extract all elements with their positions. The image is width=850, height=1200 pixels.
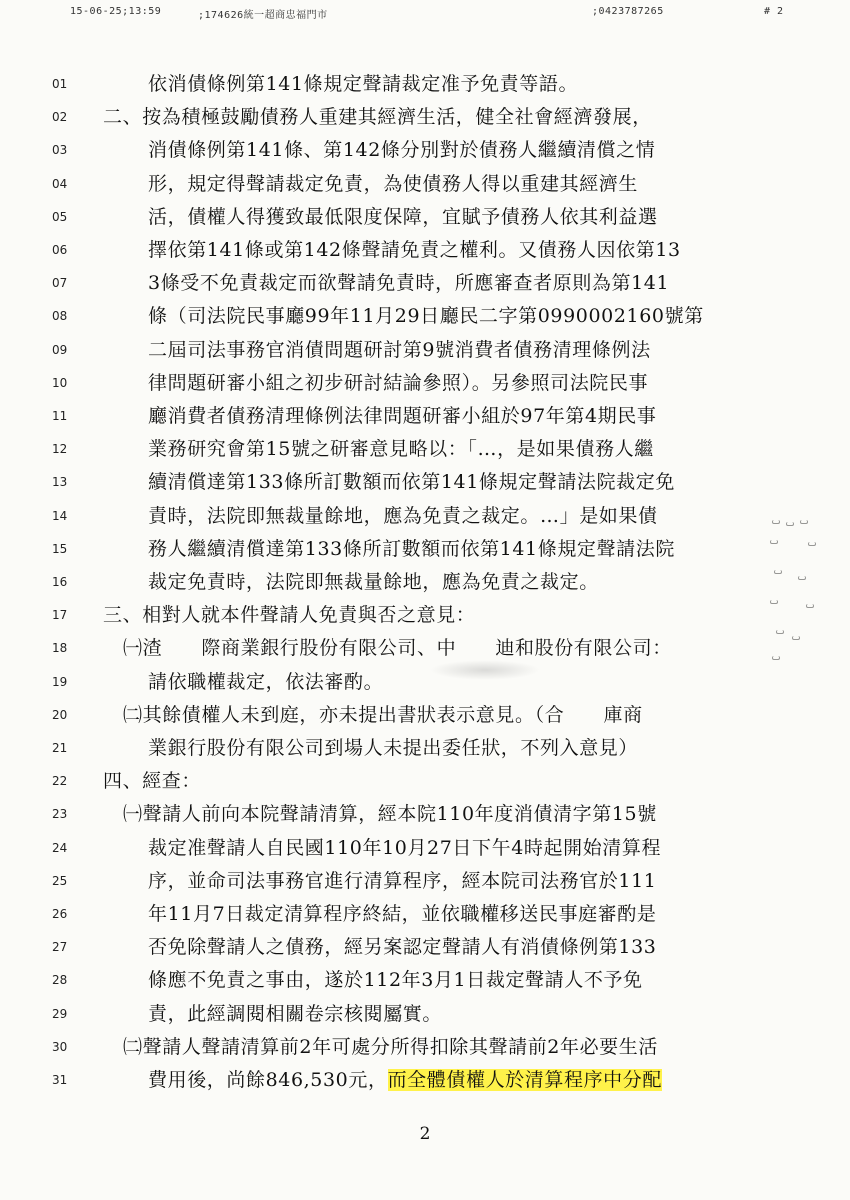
document-line xyxy=(0,437,850,469)
line-text-content: 二、按為積極鼓勵債務人重建其經濟生活，健全社會經濟發展， xyxy=(103,106,652,128)
line-text-content: 3條受不免責裁定而欲聲請免責時，所應審查者原則為第141 xyxy=(148,272,670,294)
line-number: 31 xyxy=(52,1073,68,1087)
line-text-content: 消債條例第141條、第142條分別對於債務人繼續清償之情 xyxy=(148,139,656,161)
line-text xyxy=(148,1002,442,1026)
line-text xyxy=(123,636,672,660)
line-number: 27 xyxy=(52,940,68,954)
line-text-content: 裁定免責時，法院即無裁量餘地，應為免責之裁定。 xyxy=(148,571,599,593)
line-number: 19 xyxy=(52,675,68,689)
stamp-smudge xyxy=(430,660,540,680)
document-line xyxy=(0,338,850,370)
line-text xyxy=(123,1035,658,1059)
line-text-content: 條應不免責之事由，遂於112年3月1日裁定聲請人不予免 xyxy=(148,969,643,991)
line-text xyxy=(148,736,638,760)
line-number: 14 xyxy=(52,509,68,523)
line-number: 02 xyxy=(52,110,68,124)
line-text-content: 律問題研審小組之初步研討結論參照）。另參照司法院民事 xyxy=(148,372,649,394)
line-number: 30 xyxy=(52,1040,68,1054)
document-line xyxy=(0,72,850,104)
document-line xyxy=(0,404,850,436)
line-text xyxy=(148,205,658,229)
line-text xyxy=(148,836,661,860)
line-number: 23 xyxy=(52,807,68,821)
line-number: 16 xyxy=(52,575,68,589)
line-text-content: 責時，法院即無裁量餘地，應為免責之裁定。…」是如果債 xyxy=(148,505,658,527)
document-line xyxy=(0,968,850,1000)
document-line xyxy=(0,172,850,204)
line-text-content: 序，並命司法事務官進行清算程序，經本院司法務官於111 xyxy=(148,870,657,892)
document-line xyxy=(0,138,850,170)
document-line xyxy=(0,902,850,934)
line-text-content: 四、經查： xyxy=(103,770,202,792)
line-text-content: ㈠聲請人前向本院聲請清算，經本院110年度消債清字第15號 xyxy=(123,803,657,825)
line-text-content: 業銀行股份有限公司到場人未提出委任狀，不列入意見） xyxy=(148,737,639,759)
line-text-content: ㈡聲請人聲請清算前2年可處分所得扣除其聲請前2年必要生活 xyxy=(123,1036,658,1058)
document-line xyxy=(0,836,850,868)
document-line xyxy=(0,105,850,137)
document-line xyxy=(0,205,850,237)
line-text xyxy=(148,404,656,428)
line-number: 26 xyxy=(52,907,68,921)
line-number: 20 xyxy=(52,708,68,722)
line-text xyxy=(148,371,648,395)
binding-marks xyxy=(768,520,818,670)
line-number: 17 xyxy=(52,608,68,622)
line-text xyxy=(148,968,643,992)
line-text xyxy=(148,72,578,96)
document-line xyxy=(0,1068,850,1100)
line-text xyxy=(148,138,655,162)
line-text-content: 務人繼續清償達第133條所訂數額而依第141條規定聲請法院 xyxy=(148,538,675,560)
line-number: 04 xyxy=(52,177,68,191)
line-text xyxy=(123,703,643,727)
line-text xyxy=(148,670,383,694)
fax-page-indicator: # 2 xyxy=(764,6,784,17)
line-text xyxy=(148,935,656,959)
document-line xyxy=(0,537,850,569)
line-text xyxy=(148,304,704,328)
line-text-content: 條（司法院民事廳99年11月29日廳民二字第0990002160號第 xyxy=(148,305,704,327)
fax-sender: ;174626統一超商忠福門市 xyxy=(198,10,328,21)
line-number: 11 xyxy=(52,409,68,423)
document-line xyxy=(0,935,850,967)
line-text-content: 請依職權裁定，依法審酌。 xyxy=(148,671,384,693)
line-number: 29 xyxy=(52,1007,68,1021)
line-text-content: 裁定准聲請人自民國110年10月27日下午4時起開始清算程 xyxy=(148,837,662,859)
document-line xyxy=(0,570,850,602)
line-text-content: 三、相對人就本件聲請人免責與否之意見： xyxy=(103,604,476,626)
document-line xyxy=(0,670,850,702)
line-number: 21 xyxy=(52,741,68,755)
line-text xyxy=(148,172,638,196)
line-text-content: 擇依第141條或第142條聲請免責之權利。又債務人因依第13 xyxy=(148,239,681,261)
line-text xyxy=(148,504,658,528)
fax-header xyxy=(0,6,850,22)
document-line xyxy=(0,504,850,536)
document-line xyxy=(0,304,850,336)
line-text-content: 費用後，尚餘846,530元， xyxy=(148,1069,388,1091)
document-line xyxy=(0,769,850,801)
line-text xyxy=(148,537,675,561)
document-line xyxy=(0,603,850,635)
document-line xyxy=(0,371,850,403)
line-text xyxy=(148,470,675,494)
line-number: 01 xyxy=(52,77,68,91)
line-text-content: 形，規定得聲請裁定免責，為使債務人得以重建其經濟生 xyxy=(148,173,639,195)
line-number: 12 xyxy=(52,442,68,456)
line-text-content: 續清償達第133條所訂數額而依第141條規定聲請法院裁定免 xyxy=(148,471,675,493)
line-text xyxy=(103,105,652,129)
fax-timestamp: 15-06-25;13:59 xyxy=(70,6,162,17)
line-text-content: 年11月7日裁定清算程序終結，並依職權移送民事庭審酌是 xyxy=(148,903,657,925)
line-text-content: 廳消費者債務清理條例法律問題研審小組於97年第4期民事 xyxy=(148,405,657,427)
line-text xyxy=(123,802,657,826)
line-number: 10 xyxy=(52,376,68,390)
line-number: 06 xyxy=(52,243,68,257)
highlighted-text: 而全體債權人於清算程序中分配 xyxy=(387,1069,662,1091)
line-number: 22 xyxy=(52,774,68,788)
line-number: 08 xyxy=(52,309,68,323)
line-number: 13 xyxy=(52,475,68,489)
line-number: 24 xyxy=(52,841,68,855)
line-text xyxy=(148,1068,662,1092)
document-line xyxy=(0,271,850,303)
document-line xyxy=(0,636,850,668)
document-line xyxy=(0,869,850,901)
line-text-content: ㈠渣 際商業銀行股份有限公司、中 迪和股份有限公司： xyxy=(123,637,672,659)
line-text-content: 業務研究會第15號之研審意見略以：「…，是如果債務人繼 xyxy=(148,438,654,460)
line-number: 03 xyxy=(52,143,68,157)
line-text-content: ㈡其餘債權人未到庭，亦未提出書狀表示意見。（合 庫商 xyxy=(123,704,643,726)
document-line xyxy=(0,1002,850,1034)
line-text-content: 否免除聲請人之債務，經另案認定聲請人有消債條例第133 xyxy=(148,936,657,958)
line-number: 25 xyxy=(52,874,68,888)
line-text-content: 依消債條例第141條規定聲請裁定准予免責等語。 xyxy=(148,73,579,95)
line-text xyxy=(148,570,599,594)
line-text xyxy=(148,902,656,926)
document-line xyxy=(0,802,850,834)
line-text xyxy=(148,869,656,893)
line-text xyxy=(148,338,651,362)
line-text-content: 責，此經調閱相關卷宗核閱屬實。 xyxy=(148,1003,443,1025)
line-number: 15 xyxy=(52,542,68,556)
line-text xyxy=(103,769,201,793)
fax-phone: ;0423787265 xyxy=(592,6,664,17)
document-line xyxy=(0,470,850,502)
line-text xyxy=(148,437,654,461)
line-text xyxy=(148,238,681,262)
page-number: 2 xyxy=(419,1124,431,1144)
document-line xyxy=(0,1035,850,1067)
line-number: 05 xyxy=(52,210,68,224)
line-number: 28 xyxy=(52,973,68,987)
line-number: 18 xyxy=(52,641,68,655)
document-line xyxy=(0,238,850,270)
document-line xyxy=(0,736,850,768)
line-text-content: 活，債權人得獲致最低限度保障，宜賦予債務人依其利益選 xyxy=(148,206,658,228)
line-text-content: 二屆司法事務官消債問題研討第9號消費者債務清理條例法 xyxy=(148,339,651,361)
line-text xyxy=(148,271,669,295)
line-number: 07 xyxy=(52,276,68,290)
document-line xyxy=(0,703,850,735)
line-text xyxy=(103,603,475,627)
line-number: 09 xyxy=(52,343,68,357)
